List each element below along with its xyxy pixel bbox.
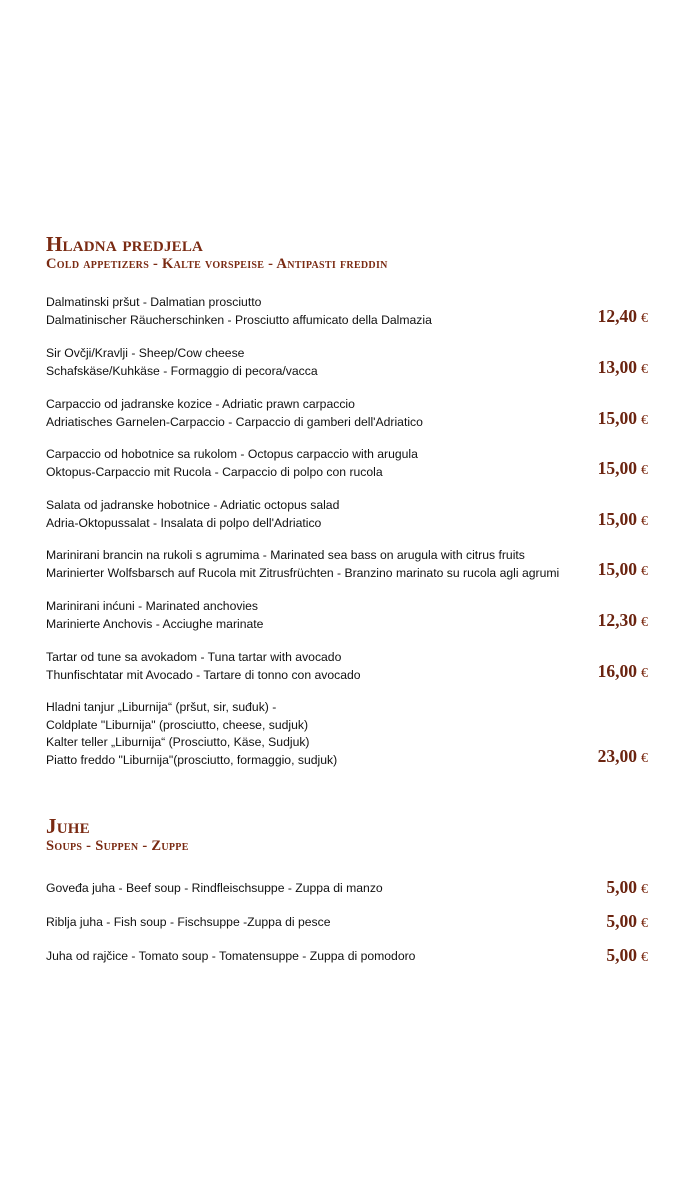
euro-symbol: € (641, 514, 648, 529)
item-description-line: Dalmatinski pršut - Dalmatian prosciutto (46, 295, 262, 309)
menu-item (46, 294, 650, 329)
euro-symbol: € (641, 916, 648, 931)
item-price: 15,00 € (597, 559, 648, 579)
menu-item (46, 699, 650, 769)
item-description-line: Oktopus-Carpaccio mit Rucola - Carpaccio di polpo con rucola (46, 464, 383, 479)
item-description-line: Hladni tanjur „Liburnija“ (pršut, sir, suđuk) - (46, 700, 277, 714)
item-description-line: Dalmatinischer Räucherschinken - Prosciutto affumicato della Dalmazia (46, 312, 432, 327)
item-price: 13,00 € (597, 357, 648, 377)
euro-symbol: € (641, 311, 648, 326)
item-description-line: Marinirani brancin na rukoli s agrumima - Marinated sea bass on arugula with citrus fruits (46, 548, 525, 562)
menu-item (46, 446, 650, 481)
item-description-line: Schafskäse/Kuhkäse - Formaggio di pecora/vacca (46, 363, 318, 378)
menu-item (46, 911, 648, 931)
cold-appetizers-list (46, 294, 650, 774)
euro-symbol: € (641, 413, 648, 428)
menu-item (46, 547, 650, 582)
menu-item (46, 598, 650, 633)
item-description-line: Marinierter Wolfsbarsch auf Rucola mit Zitrusfrüchten - Branzino marinato su rucola agli agrumi (46, 565, 560, 580)
item-description-line: Thunfischtatar mit Avocado - Tartare di tonno con avocado (46, 667, 361, 682)
item-price: 12,30 € (597, 610, 648, 630)
item-description-line: Tartar od tune sa avokadom - Tuna tartar with avocado (46, 650, 342, 664)
item-price: 5,00 € (606, 877, 648, 897)
item-price: 12,40 € (597, 306, 648, 326)
euro-symbol: € (641, 666, 648, 681)
item-price: 15,00 € (597, 509, 648, 529)
menu-item (46, 649, 650, 684)
menu-item (46, 345, 650, 380)
euro-symbol: € (641, 463, 648, 478)
item-description-line: Coldplate "Liburnija" (prosciutto, cheese, sudjuk) (46, 717, 309, 732)
euro-symbol: € (641, 362, 648, 377)
item-description: Juha od rajčice - Tomato soup - Tomatensuppe - Zuppa di pomodoro (46, 949, 416, 963)
item-description-line: Sir Ovčji/Kravlji - Sheep/Cow cheese (46, 346, 245, 360)
item-price: 15,00 € (597, 458, 648, 478)
item-description: Goveđa juha - Beef soup - Rindfleischsuppe - Zuppa di manzo (46, 881, 383, 895)
item-description-line: Carpaccio od hobotnice sa rukolom - Octopus carpaccio with arugula (46, 447, 418, 461)
item-description-line: Adriatisches Garnelen-Carpaccio - Carpaccio di gamberi dell'Adriatico (46, 414, 423, 429)
item-description-line: Adria-Oktopussalat - Insalata di polpo dell'Adriatico (46, 515, 322, 530)
menu-item (46, 497, 650, 532)
item-description-line: Carpaccio od jadranske kozice - Adriatic prawn carpaccio (46, 397, 355, 411)
item-description-line: Piatto freddo "Liburnija"(prosciutto, formaggio, sudjuk) (46, 752, 338, 767)
item-description-line: Salata od jadranske hobotnice - Adriatic octopus salad (46, 498, 340, 512)
euro-symbol: € (641, 615, 648, 630)
section-title: Juhe (46, 814, 90, 838)
item-price: 5,00 € (606, 911, 648, 931)
euro-symbol: € (641, 950, 648, 965)
item-price: 16,00 € (597, 661, 648, 681)
item-description-line: Kalter teller „Liburnija“ (Prosciutto, Käse, Sudjuk) (46, 735, 310, 749)
menu-item (46, 877, 648, 897)
menu-item (46, 396, 650, 431)
item-price: 5,00 € (606, 945, 648, 965)
section-subtitle: Cold appetizers - Kalte vorspeise - Antipasti freddin (46, 256, 388, 272)
soups-list (46, 877, 650, 977)
soups-section (46, 815, 650, 855)
item-price: 23,00 € (597, 746, 648, 766)
euro-symbol: € (641, 751, 648, 766)
menu-item (46, 945, 648, 965)
euro-symbol: € (641, 882, 648, 897)
item-description-line: Marinierte Anchovis - Acciughe marinate (46, 616, 264, 631)
section-title: Hladna predjela (46, 232, 204, 256)
item-description: Riblja juha - Fish soup - Fischsuppe -Zuppa di pesce (46, 915, 331, 929)
cold-appetizers-section (46, 233, 650, 273)
section-subtitle: Soups - Suppen - Zuppe (46, 838, 189, 854)
item-price: 15,00 € (597, 408, 648, 428)
euro-symbol: € (641, 564, 648, 579)
item-description-line: Marinirani inćuni - Marinated anchovies (46, 599, 259, 613)
